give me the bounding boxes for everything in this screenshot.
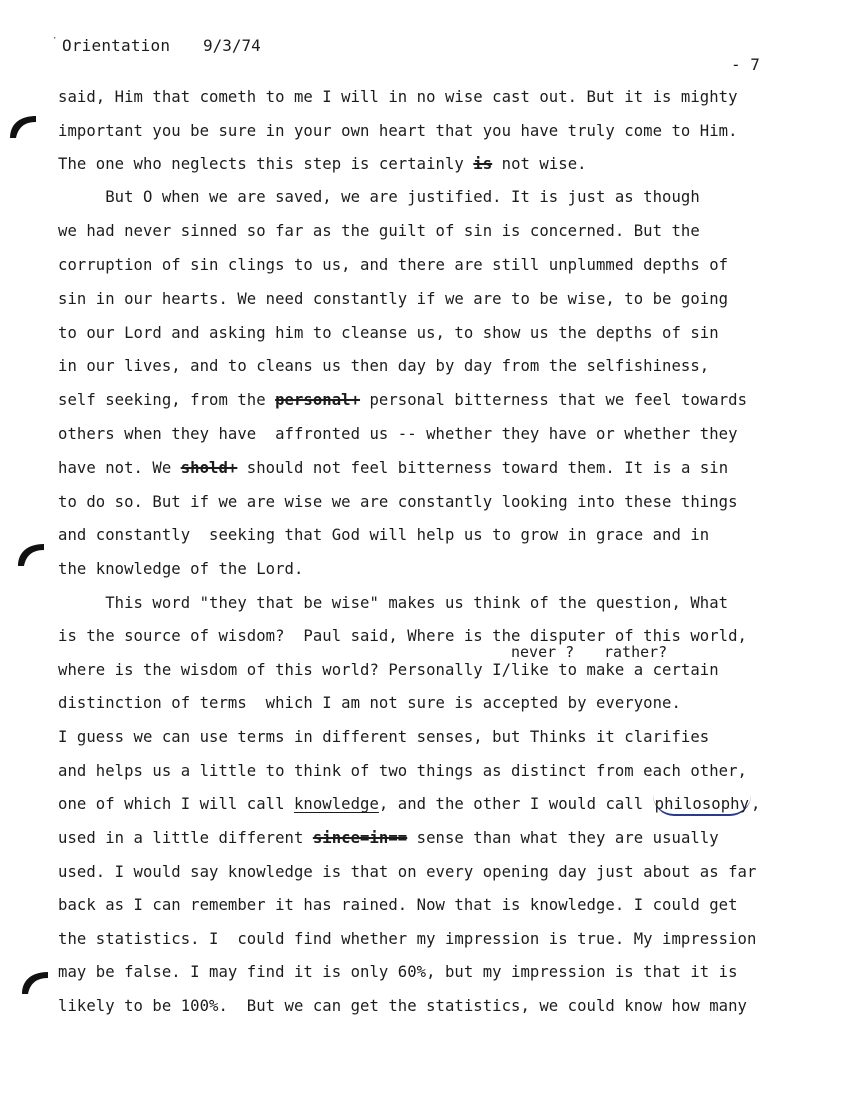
- text-line: [58, 154, 587, 174]
- text-line: [58, 390, 747, 410]
- text-line: corruption of sin clings to us, and there are still unplummed depths of: [58, 256, 729, 274]
- text-line: may be false. I may find it is only 60%, but my impression is that it is: [58, 963, 738, 981]
- text-line: used. I would say knowledge is that on every opening day just about as far: [58, 863, 757, 881]
- text-line: where is the wisdom of this world? Personally I/like to make a certain: [58, 661, 719, 679]
- text-segment: have not. We: [58, 459, 181, 477]
- text-segment: The one who neglects this step is certainly: [58, 155, 474, 173]
- struck-text: shold+: [180, 459, 238, 477]
- text-segment: one of which I will call: [58, 795, 294, 813]
- text-line: and constantly seeking that God will help us to grow in grace and in: [58, 526, 710, 544]
- text-line: is the source of wisdom? Paul said, Where is the disputer of this world,: [58, 627, 747, 645]
- text-line: back as I can remember it has rained. Now that is knowledge. I could get: [58, 896, 738, 914]
- struck-text: since=in==: [312, 829, 408, 847]
- text-line: we had never sinned so far as the guilt of sin is concerned. But the: [58, 222, 700, 240]
- struck-text: personal+: [275, 391, 361, 409]
- text-line: But O when we are saved, we are justified. It is just as though: [58, 188, 700, 206]
- text-segment: ,: [751, 795, 761, 813]
- text-segment: not wise.: [492, 155, 587, 173]
- marked-term-philosophy: philosophy: [653, 795, 751, 816]
- text-line: [58, 458, 728, 478]
- struck-text: is: [473, 155, 493, 173]
- text-line: sin in our hearts. We need constantly if we are to be wise, to be going: [58, 290, 729, 308]
- interlinear-note-never: never ?: [511, 643, 575, 661]
- page-number: - 7: [731, 55, 760, 74]
- text-segment: personal bitterness that we feel towards: [360, 391, 748, 409]
- stray-mark: ·: [52, 34, 58, 44]
- text-line: This word "they that be wise" makes us think of the question, What: [58, 594, 729, 612]
- text-line: [58, 794, 760, 814]
- text-line: I guess we can use terms in different senses, but Thinks it clarifies: [58, 728, 710, 746]
- text-segment: used in a little different: [58, 829, 313, 847]
- interlinear-note-rather: rather?: [604, 643, 668, 661]
- underlined-term-knowledge: knowledge: [293, 795, 379, 813]
- text-segment: sense than what they are usually: [407, 829, 719, 847]
- text-line: to do so. But if we are wise we are constantly looking into these things: [58, 493, 738, 511]
- document-title: Orientation: [62, 36, 171, 55]
- text-line: the knowledge of the Lord.: [58, 560, 304, 578]
- text-line: in our lives, and to cleans us then day by day from the selfishiness,: [58, 357, 710, 375]
- text-segment: self seeking, from the: [58, 391, 276, 409]
- text-line: [58, 828, 719, 848]
- text-line: said, Him that cometh to me I will in no wise cast out. But it is mighty: [58, 88, 738, 106]
- text-line: distinction of terms which I am not sure is accepted by everyone.: [58, 694, 681, 712]
- text-line: important you be sure in your own heart that you have truly come to Him.: [58, 122, 738, 140]
- text-line: to our Lord and asking him to cleanse us, to show us the depths of sin: [58, 324, 719, 342]
- text-line: likely to be 100%. But we can get the statistics, we could know how many: [58, 997, 747, 1015]
- binder-hole-icon: [6, 112, 40, 142]
- text-segment: , and the other I would call: [378, 795, 653, 813]
- text-line: and helps us a little to think of two things as distinct from each other,: [58, 762, 747, 780]
- document-date: 9/3/74: [203, 36, 261, 55]
- text-line: the statistics. I could find whether my impression is true. My impression: [58, 930, 757, 948]
- text-segment: should not feel bitterness toward them. It is a sin: [237, 459, 729, 477]
- binder-hole-icon: [14, 540, 48, 570]
- text-line: others when they have affronted us -- whether they have or whether they: [58, 425, 738, 443]
- binder-hole-icon: [18, 968, 52, 998]
